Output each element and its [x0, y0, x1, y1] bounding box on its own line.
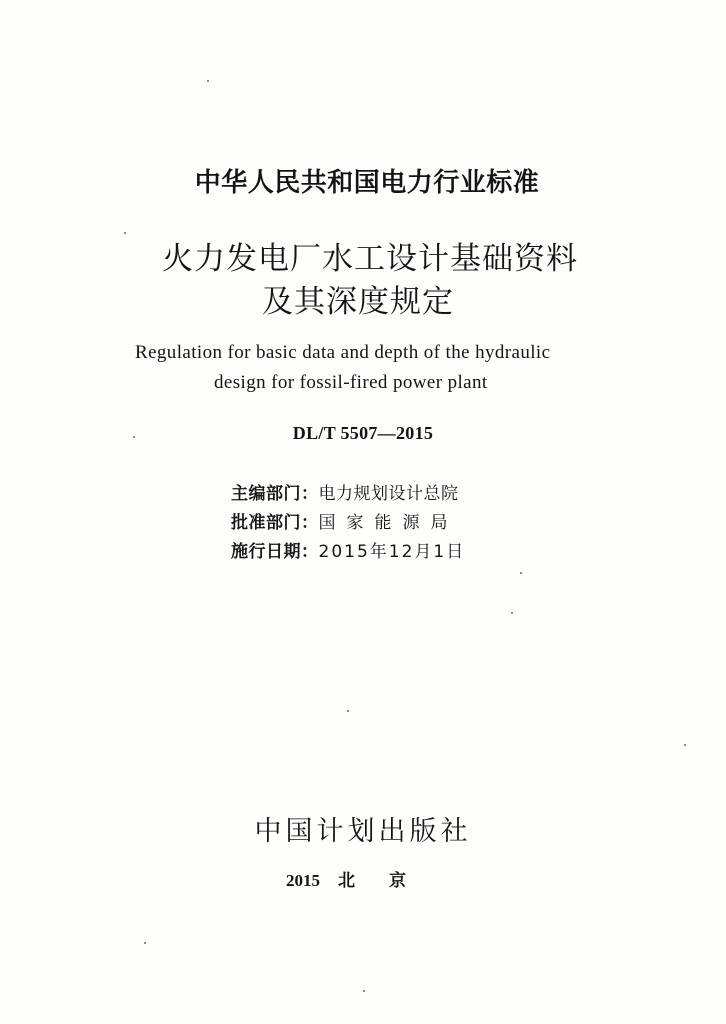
approval-department: [231, 515, 459, 532]
scan-speck: [207, 80, 209, 82]
date-value: 2015年12月1日: [318, 542, 466, 562]
title-en-line2: design for fossil-fired power plant: [214, 372, 488, 393]
editor-label: 主编部门：: [231, 484, 319, 504]
editor-value: 电力规划设计总院: [318, 484, 459, 504]
effective-date: [231, 544, 465, 561]
title-cn-line1: 火力发电厂水工设计基础资料: [162, 241, 578, 277]
issuer-heading: 中华人民共和国电力行业标准: [194, 168, 540, 198]
publisher-name: 中国计划出版社: [254, 816, 472, 847]
scan-speck: [133, 436, 135, 438]
scan-speck: [511, 612, 513, 614]
scan-speck: [684, 744, 686, 746]
publish-city: 北京: [338, 871, 440, 890]
scan-speck: [124, 232, 126, 234]
title-cn-line2: 及其深度规定: [262, 284, 454, 320]
standard-number: DL/T 5507—2015: [292, 423, 434, 443]
scan-speck: [363, 990, 365, 992]
scan-speck: [520, 572, 522, 574]
publish-year: 2015: [286, 871, 320, 890]
scan-speck: [144, 942, 146, 944]
editor-department: [231, 486, 459, 503]
title-en-line1: Regulation for basic data and depth of the hydraulic: [135, 342, 551, 363]
date-label: 施行日期：: [231, 542, 319, 562]
scan-speck: [347, 710, 349, 712]
approval-value: 国家能源局: [318, 513, 459, 533]
publish-year-city: [286, 872, 440, 889]
approval-label: 批准部门：: [231, 513, 319, 533]
